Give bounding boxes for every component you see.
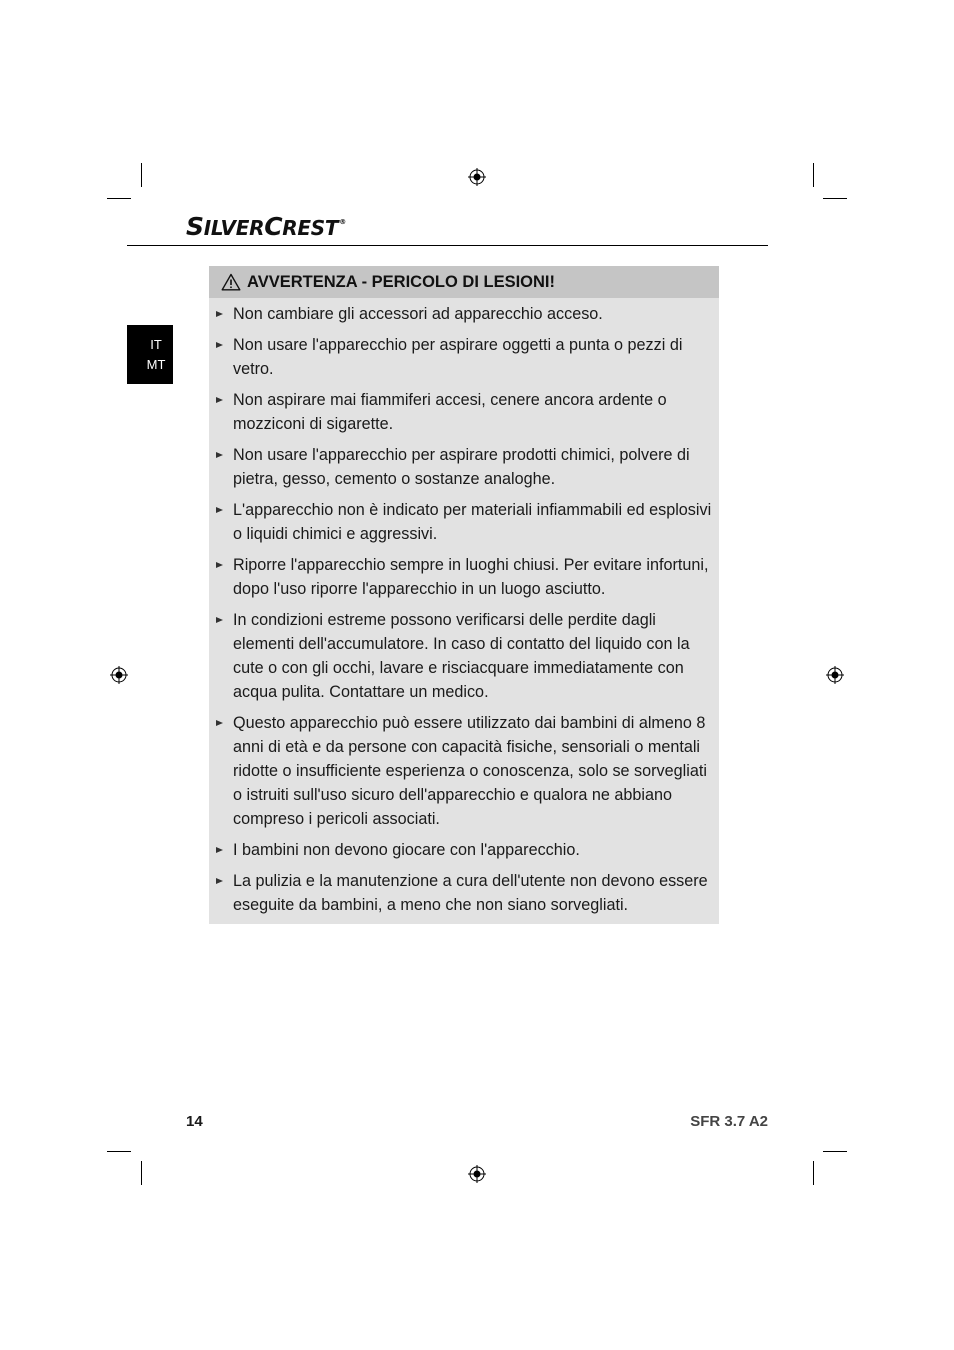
- crop-mark: [813, 1161, 814, 1185]
- model-number: SFR 3.7 A2: [690, 1113, 768, 1130]
- list-item: In condizioni estreme possono verificarsi delle perdite dagli elementi dell'accumulatore. In caso di contatto del liquido con la cute o con gli occhi, lavare e risciacquare immediatamente con acqua pulita. Contattare un medico.: [209, 608, 719, 704]
- crop-mark: [107, 1151, 131, 1152]
- bullet-arrow-icon: [216, 617, 223, 623]
- header-rule: [127, 245, 768, 246]
- list-item: Non usare l'apparecchio per aspirare oggetti a punta o pezzi di vetro.: [209, 333, 719, 381]
- warning-box: [209, 266, 719, 924]
- bullet-arrow-icon: [216, 342, 223, 348]
- warning-list: [209, 298, 719, 917]
- warning-title: AVVERTENZA - PERICOLO DI LESIONI!: [247, 272, 556, 291]
- brand-logo: SILVERCREST®: [186, 212, 346, 241]
- bullet-arrow-icon: [216, 452, 223, 458]
- page-number: 14: [186, 1113, 203, 1130]
- warning-triangle-icon: [221, 273, 241, 291]
- list-item: Non aspirare mai fiammiferi accesi, cenere ancora ardente o mozziconi di sigarette.: [209, 388, 719, 436]
- crop-mark: [107, 198, 131, 199]
- bullet-arrow-icon: [216, 397, 223, 403]
- bullet-arrow-icon: [216, 507, 223, 513]
- bullet-arrow-icon: [216, 311, 223, 317]
- registration-mark-icon: [826, 666, 844, 684]
- list-item: I bambini non devono giocare con l'apparecchio.: [209, 838, 719, 862]
- crop-mark: [823, 198, 847, 199]
- registration-mark-icon: [468, 168, 486, 186]
- list-item: Questo apparecchio può essere utilizzato dai bambini di almeno 8 anni di età e da persone con capacità fisiche, sensoriali o mentali ridotte o insufficiente esperienza o conoscenza, solo se sorvegliati o istruiti sull'uso sicuro dell'apparecchio e qualora ne abbiano compreso i pericoli associati.: [209, 711, 719, 831]
- crop-mark: [141, 163, 142, 187]
- language-code: MT: [146, 356, 166, 372]
- warning-heading: [209, 266, 719, 298]
- list-item: Non usare l'apparecchio per aspirare prodotti chimici, polvere di pietra, gesso, cemento o sostanze analoghe.: [209, 443, 719, 491]
- bullet-arrow-icon: [216, 720, 223, 726]
- registration-mark-icon: [110, 666, 128, 684]
- list-item: Riporre l'apparecchio sempre in luoghi chiusi. Per evitare infortuni, dopo l'uso riporre l'apparecchio in un luogo asciutto.: [209, 553, 719, 601]
- list-item: La pulizia e la manutenzione a cura dell'utente non devono essere eseguite da bambini, a meno che non siano sorvegliati.: [209, 869, 719, 917]
- language-tab: [127, 325, 173, 384]
- bullet-arrow-icon: [216, 847, 223, 853]
- crop-mark: [813, 163, 814, 187]
- crop-mark: [823, 1151, 847, 1152]
- list-item: L'apparecchio non è indicato per materiali infiammabili ed esplosivi o liquidi chimici e aggressivi.: [209, 498, 719, 546]
- bullet-arrow-icon: [216, 878, 223, 884]
- list-item: Non cambiare gli accessori ad apparecchio acceso.: [209, 302, 719, 326]
- bullet-arrow-icon: [216, 562, 223, 568]
- crop-mark: [141, 1161, 142, 1185]
- language-code: IT: [150, 336, 162, 352]
- registration-mark-icon: [468, 1165, 486, 1183]
